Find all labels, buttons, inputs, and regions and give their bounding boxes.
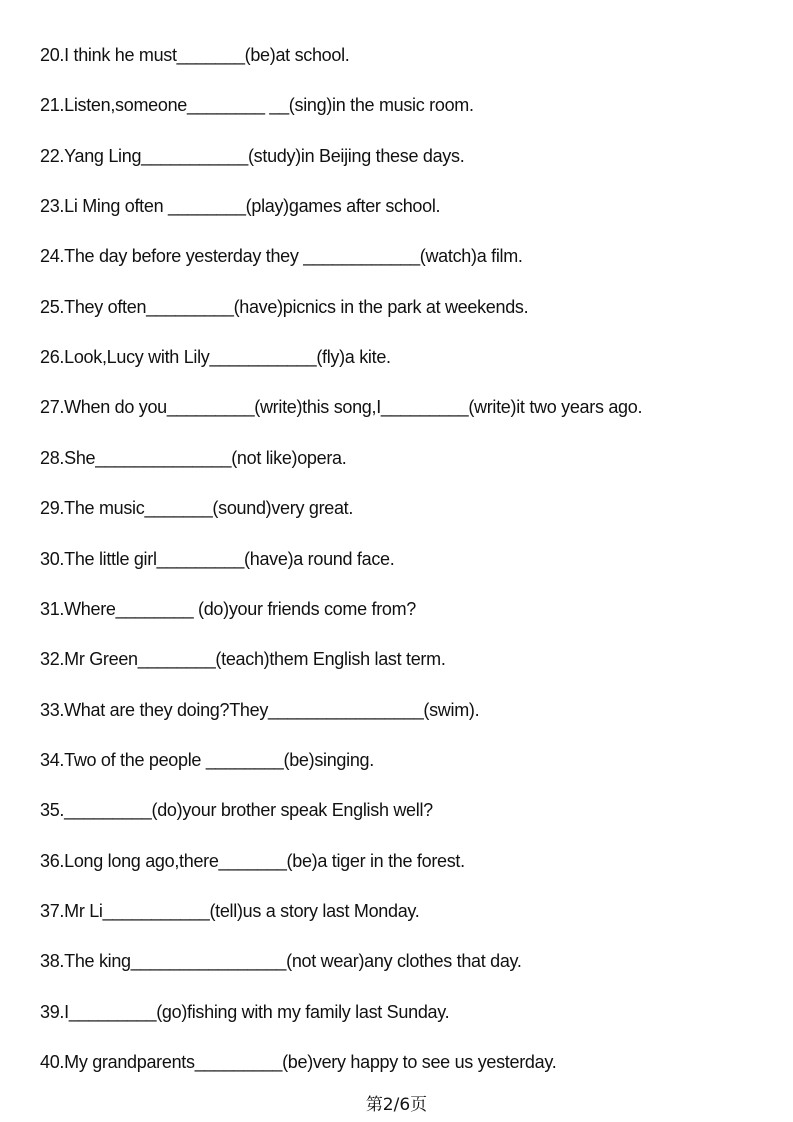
question-item: 38.The king________________(not wear)any clothes that day. bbox=[40, 951, 522, 972]
page-number: 第2/6页 bbox=[365, 1095, 428, 1115]
question-item: 20.I think he must_______(be)at school. bbox=[40, 45, 350, 65]
question-item: 37.Mr Li___________(tell)us a story last Monday. bbox=[40, 900, 420, 921]
question-item: 40.My grandparents_________(be)very happy to see us yesterday. bbox=[40, 1052, 557, 1072]
question-item: 36.Long long ago,there_______(be)a tiger in the forest. bbox=[40, 850, 465, 871]
question-item: 31.Where________ (do)your friends come from? bbox=[40, 598, 417, 619]
question-item: 23.Li Ming often ________(play)games after school. bbox=[40, 196, 441, 217]
question-item: 32.Mr Green________(teach)them English last term. bbox=[40, 649, 446, 670]
question-item: 22.Yang Ling___________(study)in Beijing these days. bbox=[40, 145, 465, 166]
question-item: 35._________(do)your brother speak English well? bbox=[40, 800, 433, 821]
question-item: 39.I_________(go)fishing with my family last Sunday. bbox=[40, 1001, 450, 1022]
question-item: 33.What are they doing?They________________(swim). bbox=[40, 699, 480, 720]
question-item: 21.Listen,someone________ __(sing)in the music room. bbox=[40, 95, 474, 116]
question-item: 28.She______________(not like)opera. bbox=[40, 447, 347, 468]
question-item: 34.Two of the people ________(be)singing. bbox=[40, 749, 374, 770]
question-item: 25.They often_________(have)picnics in the park at weekends. bbox=[40, 296, 529, 317]
question-item: 30.The little girl_________(have)a round face. bbox=[40, 548, 395, 569]
question-item: 29.The music_______(sound)very great. bbox=[40, 498, 354, 519]
question-item: 24.The day before yesterday they ____________(watch)a film. bbox=[40, 246, 523, 267]
question-item: 27.When do you_________(write)this song,I_________(write)it two years ago. bbox=[40, 397, 643, 418]
question-item: 26.Look,Lucy with Lily___________(fly)a kite. bbox=[40, 347, 391, 368]
